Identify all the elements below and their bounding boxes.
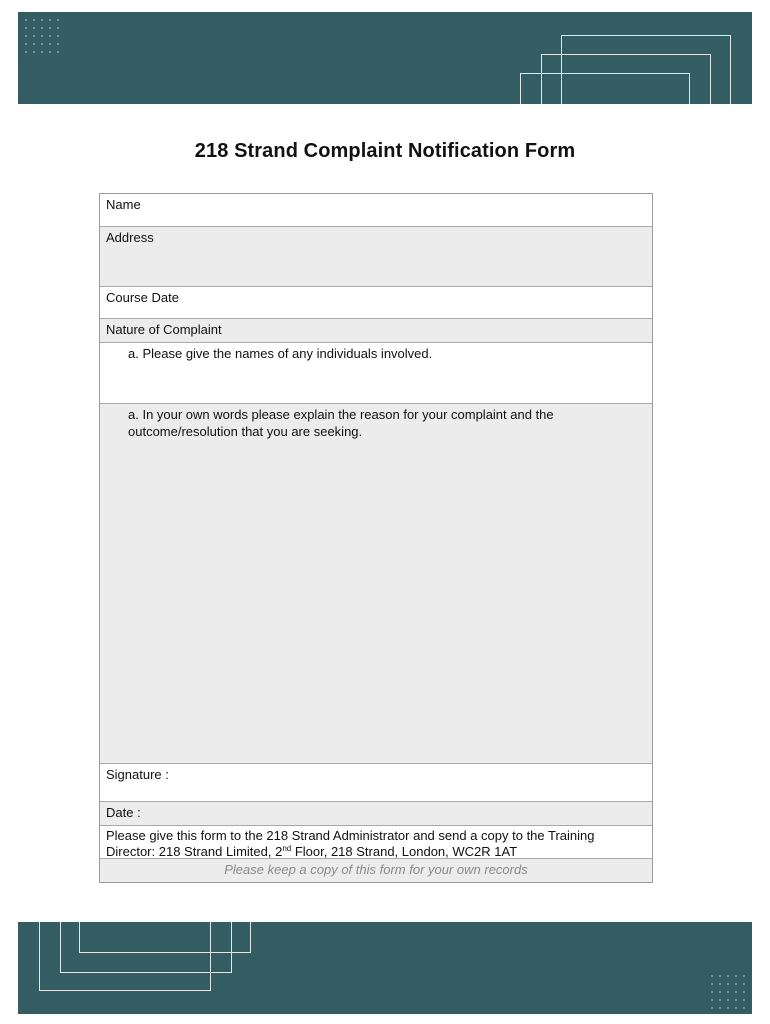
nature-of-complaint-header xyxy=(100,319,652,343)
course-date-field[interactable] xyxy=(100,287,652,319)
keep-copy-text: Please keep a copy of this form for your own records xyxy=(224,862,528,877)
keep-copy-note xyxy=(100,859,652,882)
instructions-text: Please give this form to the 218 Strand Administrator and send a copy to the Training Director: 218 Strand Limited, 2 xyxy=(106,828,595,859)
address-field[interactable] xyxy=(100,227,652,287)
signature-field[interactable] xyxy=(100,764,652,802)
individuals-prompt: a. Please give the names of any individuals involved. xyxy=(128,346,433,361)
frame-decoration xyxy=(520,73,690,104)
signature-label: Signature : xyxy=(106,767,169,782)
nature-of-complaint-label: Nature of Complaint xyxy=(106,322,222,337)
frame-decoration xyxy=(39,922,211,991)
form-title: 218 Strand Complaint Notification Form xyxy=(194,140,576,162)
address-label: Address xyxy=(106,230,154,245)
dot-pattern-decoration xyxy=(22,16,62,56)
name-field[interactable] xyxy=(100,194,652,227)
course-date-label: Course Date xyxy=(106,290,179,305)
ordinal-suffix: nd xyxy=(282,844,292,853)
explanation-prompt: a. In your own words please explain the reason for your complaint and the outcome/resolution that you are seeking. xyxy=(128,407,554,439)
header-banner xyxy=(18,12,752,104)
date-label: Date : xyxy=(106,805,141,820)
name-label: Name xyxy=(106,197,141,212)
complaint-explanation-field[interactable] xyxy=(100,404,652,764)
submission-instructions xyxy=(100,826,652,859)
footer-banner xyxy=(18,922,752,1014)
date-field[interactable] xyxy=(100,802,652,826)
instructions-address: Floor, 218 Strand, London, WC2R 1AT xyxy=(291,844,518,859)
dot-pattern-decoration xyxy=(708,972,748,1012)
individuals-involved-field[interactable] xyxy=(100,343,652,404)
complaint-form-table xyxy=(99,193,653,883)
